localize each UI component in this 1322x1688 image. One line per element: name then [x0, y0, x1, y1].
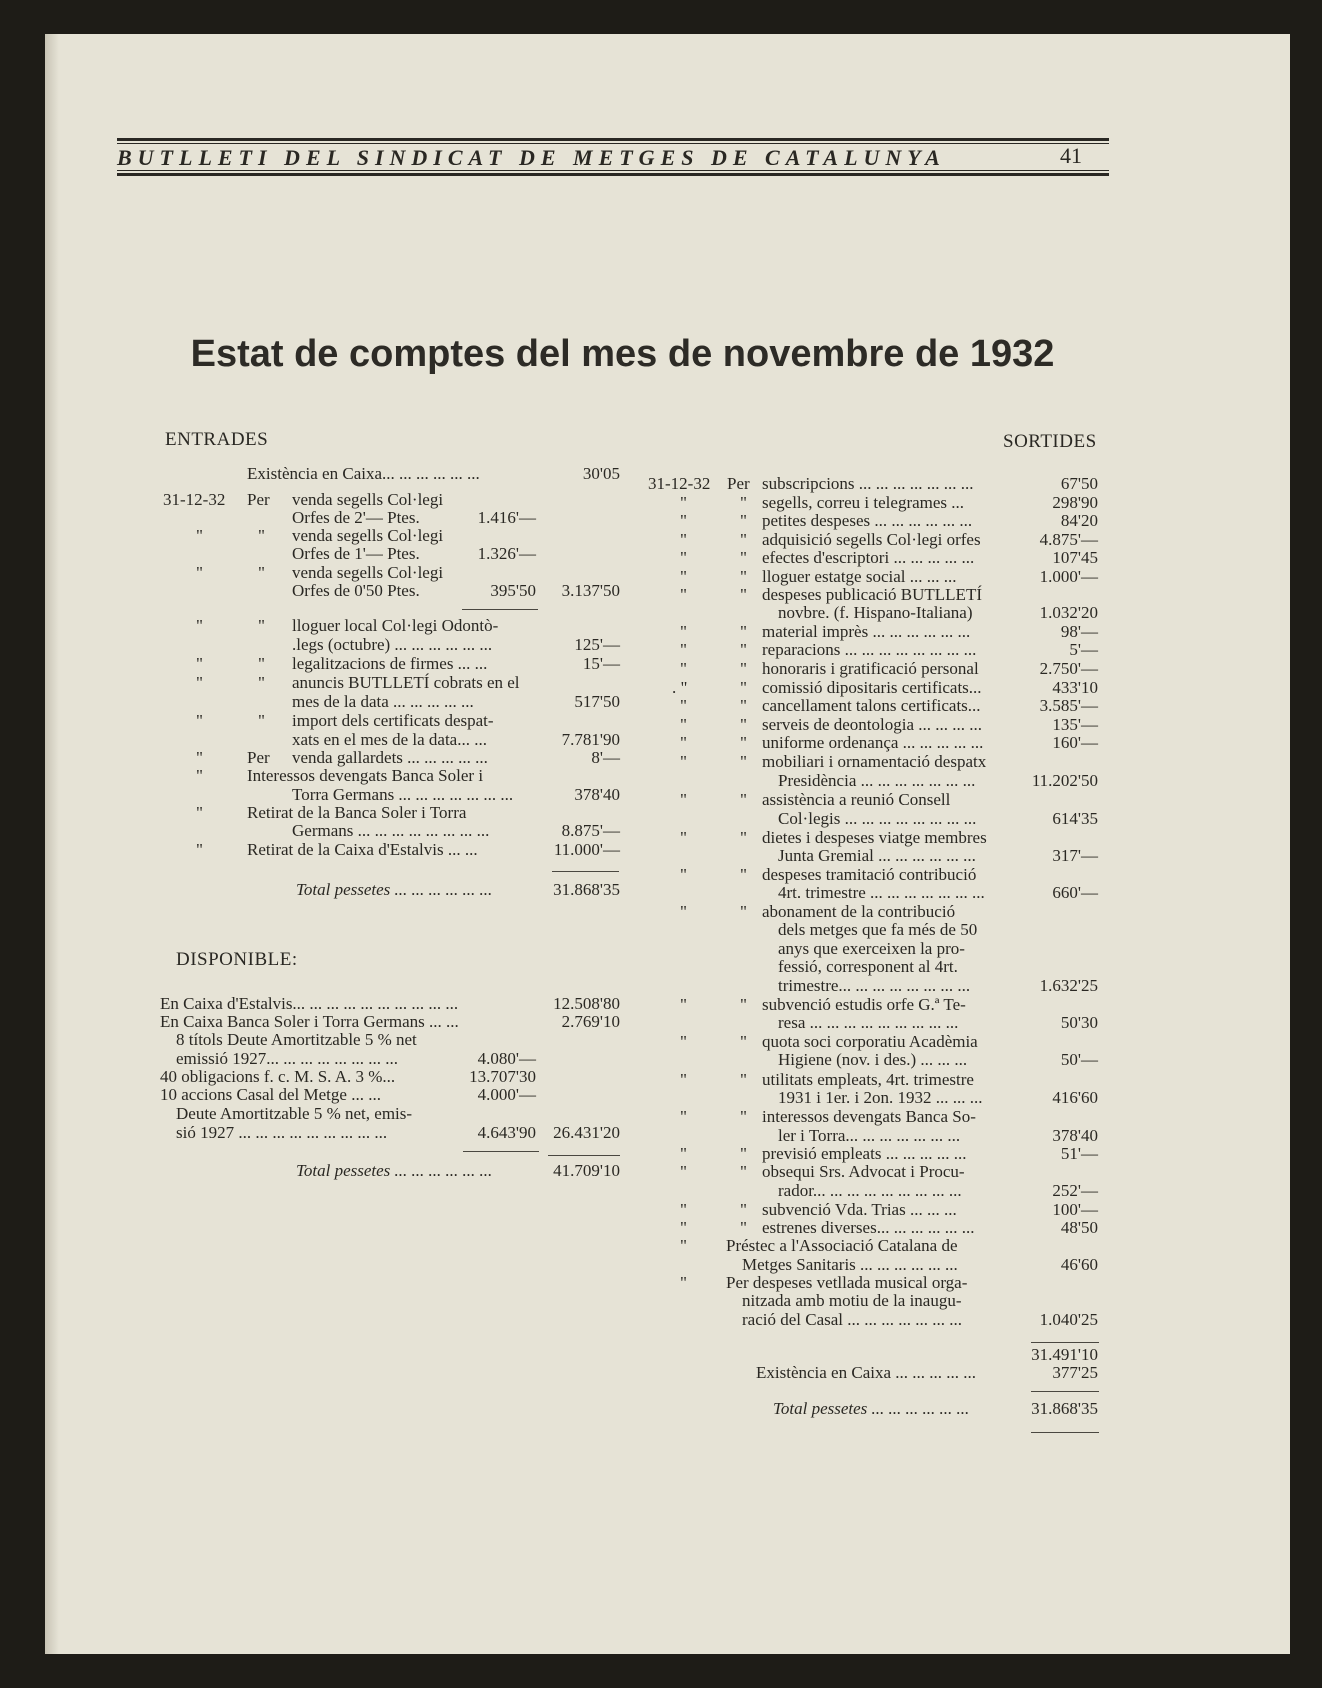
- sortides-concept: uniforme ordenança ... ... ... ... ...: [762, 733, 984, 752]
- disponible-concept: 40 obligacions f. c. M. S. A. 3 %...: [160, 1067, 396, 1086]
- sortides-concept: rador... ... ... ... ... ... ... ... ...: [778, 1181, 962, 1200]
- sortides-amount: 50'—: [1060, 1050, 1098, 1069]
- entrades-per: Per: [247, 490, 270, 509]
- entrades-date: ": [196, 563, 203, 582]
- disponible-concept: Deute Amortitzable 5 % net, emis-: [176, 1104, 413, 1123]
- sortides-date: . ": [672, 678, 688, 697]
- sortides-amount: 660'—: [1052, 883, 1098, 902]
- sortides-amount: 107'45: [1052, 548, 1098, 567]
- disponible-total-rule: [548, 1155, 620, 1156]
- sortides-per: Per: [727, 474, 750, 493]
- sortides-concept: Col·legis ... ... ... ... ... ... ... ...: [778, 809, 977, 828]
- sortides-amount: 2.750'—: [1039, 659, 1098, 678]
- sortides-concept: Junta Gremial ... ... ... ... ... ...: [778, 846, 976, 865]
- sortides-concept: reparacions ... ... ... ... ... ... ... ...: [762, 640, 977, 659]
- entrades-amount: 8'—: [591, 748, 620, 767]
- sortides-concept: 4rt. trimestre ... ... ... ... ... ... ...: [778, 883, 985, 902]
- sortides-amount: 50'30: [1060, 1013, 1098, 1032]
- disponible-concept: sió 1927 ... ... ... ... ... ... ... ... ...: [176, 1123, 388, 1142]
- sortides-per: ": [740, 902, 747, 921]
- entrades-concept: Interessos devengats Banca Soler i: [247, 766, 484, 785]
- sortides-per: ": [740, 752, 747, 771]
- sortides-amount: 1.040'25: [1039, 1310, 1098, 1329]
- sortides-per: ": [740, 828, 747, 847]
- sortides-per: ": [740, 511, 747, 530]
- sortides-per: ": [740, 865, 747, 884]
- entrades-concept: xats en el mes de la data... ...: [292, 730, 487, 749]
- entrades-amount: 517'50: [574, 692, 620, 711]
- sortides-concept: assistència a reunió Consell: [762, 790, 951, 809]
- disponible-heading: DISPONIBLE:: [176, 949, 298, 970]
- sortides-date: ": [680, 530, 687, 549]
- sortides-date: ": [680, 790, 687, 809]
- sortides-total-value: 31.868'35: [1031, 1399, 1098, 1418]
- entrades-per: ": [258, 616, 265, 635]
- entrades-total-rule: [552, 871, 619, 872]
- sortides-concept: fessió, corresponent al 4rt.: [778, 957, 958, 976]
- entrades-concept: Orfes de 1'— Ptes.: [292, 544, 420, 563]
- disponible-amount: 26.431'20: [553, 1123, 620, 1142]
- sortides-amount: 135'—: [1052, 715, 1098, 734]
- sortides-date: ": [680, 585, 687, 604]
- sortides-concept: Per despeses vetllada musical orga-: [726, 1273, 968, 1292]
- sortides-amount: 5'—: [1069, 640, 1098, 659]
- disponible-total-value: 41.709'10: [553, 1161, 620, 1180]
- entrades-concept: venda segells Col·legi: [292, 490, 444, 509]
- sortides-concept: quota soci corporatiu Acadèmia: [762, 1032, 978, 1051]
- sortides-concept: serveis de deontologia ... ... ... ...: [762, 715, 983, 734]
- existencia-label: Existència en Caixa ... ... ... ... ...: [756, 1363, 977, 1382]
- sortides-concept: petites despeses ... ... ... ... ... ...: [762, 511, 973, 530]
- sortides-concept: subscripcions ... ... ... ... ... ... ...: [762, 474, 974, 493]
- disponible-partial: 4.000'—: [477, 1085, 536, 1104]
- sortides-amount: 1.032'20: [1039, 603, 1098, 622]
- sortides-amount: 1.632'25: [1039, 976, 1098, 995]
- sortides-amount: 67'50: [1060, 474, 1098, 493]
- entrades-total-value: 31.868'35: [553, 880, 620, 899]
- sortides-heading: SORTIDES: [1003, 431, 1097, 452]
- sortides-date: ": [680, 1273, 687, 1292]
- sortides-subtotal-value: 31.491'10: [1031, 1345, 1098, 1364]
- sortides-concept: resa ... ... ... ... ... ... ... ... ...: [778, 1013, 959, 1032]
- entrades-date: ": [196, 766, 203, 785]
- sortides-per: ": [740, 1070, 747, 1089]
- entrades-concept: Retirat de la Caixa d'Estalvis ... ...: [247, 840, 478, 859]
- disponible-amount: 2.769'10: [561, 1012, 620, 1031]
- sortides-concept: nitzada amb motiu de la inaugu-: [742, 1291, 962, 1310]
- sortides-per: ": [740, 493, 747, 512]
- sortides-concept: dietes i despeses viatge membres: [762, 828, 987, 847]
- sortides-date: ": [680, 511, 687, 530]
- sortides-date: ": [680, 659, 687, 678]
- sortides-date: ": [680, 696, 687, 715]
- sortides-date: ": [680, 733, 687, 752]
- sortides-date: ": [680, 622, 687, 641]
- entrades-amount: 8.875'—: [561, 821, 620, 840]
- sortides-date: ": [680, 715, 687, 734]
- sortides-date: ": [680, 828, 687, 847]
- sortides-per: ": [740, 995, 747, 1014]
- entrades-concept: venda segells Col·legi: [292, 526, 444, 545]
- entrades-concept: Retirat de la Banca Soler i Torra: [247, 803, 467, 822]
- entrades-amount: 30'05: [582, 464, 620, 483]
- header-rule-bottom-thin: [117, 170, 1109, 171]
- sortides-concept: obsequi Srs. Advocat i Procu-: [762, 1162, 965, 1181]
- sortides-concept: despeses tramitació contribució: [762, 865, 977, 884]
- sortides-concept: interessos devengats Banca So-: [762, 1107, 976, 1126]
- page-title: Estat de comptes del mes de novembre de 1932: [190, 333, 1055, 375]
- sortides-concept: Préstec a l'Associació Catalana de: [726, 1236, 958, 1255]
- entrades-amount: 3.137'50: [561, 581, 620, 600]
- entrades-date: ": [196, 526, 203, 545]
- sortides-concept: ler i Torra... ... ... ... ... ... ...: [778, 1126, 961, 1145]
- sortides-concept: trimestre... ... ... ... ... ... ... ...: [778, 976, 971, 995]
- sortides-per: ": [740, 1144, 747, 1163]
- entrades-total-label: Total pessetes ... ... ... ... ... ...: [296, 880, 493, 899]
- disponible-total-label: Total pessetes ... ... ... ... ... ...: [296, 1161, 493, 1180]
- sortides-per: ": [740, 1032, 747, 1051]
- disponible-concept: 8 títols Deute Amortitzable 5 % net: [176, 1030, 417, 1049]
- sortides-per: ": [740, 1162, 747, 1181]
- sortides-concept: Metges Sanitaris ... ... ... ... ... ...: [742, 1255, 958, 1274]
- sortides-per: ": [740, 1107, 747, 1126]
- entrades-concept: Existència en Caixa... ... ... ... ... ...: [247, 464, 480, 483]
- sortides-concept: 1931 i 1er. i 2on. 1932 ... ... ...: [778, 1088, 983, 1107]
- sortides-amount: 614'35: [1052, 809, 1098, 828]
- page-spine: [45, 34, 59, 1654]
- sortides-per: ": [740, 733, 747, 752]
- sortides-concept: dels metges que fa més de 50: [778, 920, 978, 939]
- sortides-concept: mobiliari i ornamentació despatx: [762, 752, 987, 771]
- sortides-date: ": [680, 640, 687, 659]
- sortides-per: ": [740, 622, 747, 641]
- entrades-concept: lloguer local Col·legi Odontò-: [292, 616, 499, 635]
- sortides-concept: utilitats empleats, 4rt. trimestre: [762, 1070, 974, 1089]
- page-number: 41: [1060, 143, 1082, 168]
- sortides-amount: 51'—: [1060, 1144, 1098, 1163]
- sortides-per: ": [740, 1200, 747, 1219]
- sortides-concept: despeses publicació BUTLLETÍ: [762, 585, 982, 604]
- entrades-date: ": [196, 840, 203, 859]
- entrades-heading: ENTRADES: [165, 429, 269, 450]
- sortides-concept: comissió dipositaris certificats...: [762, 678, 982, 697]
- sortides-date: ": [680, 1162, 687, 1181]
- entrades-date: ": [196, 803, 203, 822]
- entrades-concept: Torra Germans ... ... ... ... ... ... ...: [292, 785, 514, 804]
- sortides-amount: 84'20: [1060, 511, 1098, 530]
- sortides-concept: honoraris i gratificació personal: [762, 659, 979, 678]
- entrades-per: ": [258, 563, 265, 582]
- sortides-amount: 98'—: [1060, 622, 1098, 641]
- entrades-partial: 395'50: [490, 581, 536, 600]
- entrades-concept: mes de la data ... ... ... ... ...: [292, 692, 474, 711]
- disponible-partial: 4.080'—: [477, 1049, 536, 1068]
- sortides-concept: subvenció estudis orfe G.ª Te-: [762, 995, 966, 1014]
- entrades-concept: venda segells Col·legi: [292, 563, 444, 582]
- entrades-date: ": [196, 673, 203, 692]
- sortides-concept: material imprès ... ... ... ... ... ...: [762, 622, 971, 641]
- sortides-amount: 1.000'—: [1039, 567, 1098, 586]
- sortides-per: ": [740, 659, 747, 678]
- sortides-amount: 4.875'—: [1039, 530, 1098, 549]
- sortides-amount: 252'—: [1052, 1181, 1098, 1200]
- page: [45, 34, 1290, 1654]
- sortides-concept: novbre. (f. Hispano-Italiana): [778, 603, 973, 622]
- header-rule-top: [117, 138, 1109, 141]
- sortides-date: ": [680, 567, 687, 586]
- disponible-partial: 13.707'30: [469, 1067, 536, 1086]
- sortides-concept: previsió empleats ... ... ... ... ...: [762, 1144, 967, 1163]
- sortides-concept: lloguer estatge social ... ... ...: [762, 567, 957, 586]
- sortides-total-rule-top: [1031, 1391, 1099, 1392]
- sortides-concept: segells, correu i telegrames ...: [762, 493, 965, 512]
- sortides-date: ": [680, 1107, 687, 1126]
- disponible-concept: emissió 1927... ... ... ... ... ... ... ...: [176, 1049, 398, 1068]
- sortides-per: ": [740, 696, 747, 715]
- sortides-date: ": [680, 548, 687, 567]
- sortides-amount: 433'10: [1052, 678, 1098, 697]
- sortides-date: ": [680, 1200, 687, 1219]
- entrades-per: ": [258, 711, 265, 730]
- existencia-value: 377'25: [1052, 1363, 1098, 1382]
- sortides-concept: anys que exerceixen la pro-: [778, 939, 965, 958]
- disponible-concept: En Caixa Banca Soler i Torra Germans ... ...: [160, 1012, 459, 1031]
- sortides-concept: subvenció Vda. Trias ... ... ...: [762, 1200, 957, 1219]
- sortides-date: ": [680, 1144, 687, 1163]
- sortides-date: ": [680, 865, 687, 884]
- sortides-per: ": [740, 640, 747, 659]
- sortides-concept: estrenes diverses... ... ... ... ... ...: [762, 1218, 975, 1237]
- sortides-amount: 11.202'50: [1031, 771, 1098, 790]
- sortides-total-label: Total pessetes ... ... ... ... ... ...: [773, 1399, 970, 1418]
- sortides-concept: ració del Casal ... ... ... ... ... ... ...: [742, 1310, 963, 1329]
- entrades-per: Per: [247, 748, 270, 767]
- disponible-amount: 12.508'80: [553, 994, 620, 1013]
- entrades-partial: 1.326'—: [477, 544, 536, 563]
- sortides-per: ": [740, 715, 747, 734]
- entrades-date: ": [196, 711, 203, 730]
- entrades-concept: .legs (octubre) ... ... ... ... ... ...: [292, 635, 493, 654]
- entrades-date: ": [196, 748, 203, 767]
- sortides-concept: abonament de la contribució: [762, 902, 956, 921]
- sortides-date: ": [680, 493, 687, 512]
- sortides-amount: 46'60: [1060, 1255, 1098, 1274]
- sortides-per: ": [740, 678, 747, 697]
- entrades-per: ": [258, 654, 265, 673]
- sortides-concept: efectes d'escriptori ... ... ... ... ...: [762, 548, 975, 567]
- sortides-per: ": [740, 567, 747, 586]
- entrades-concept: Orfes de 0'50 Ptes.: [292, 581, 420, 600]
- entrades-concept: Germans ... ... ... ... ... ... ... ...: [292, 821, 490, 840]
- sortides-date: ": [680, 1236, 687, 1255]
- sortides-amount: 48'50: [1060, 1218, 1098, 1237]
- sortides-date: ": [680, 995, 687, 1014]
- entrades-per: ": [258, 673, 265, 692]
- header-rule-top-thin: [117, 143, 1109, 144]
- sortides-total-rule-bottom: [1031, 1432, 1099, 1433]
- sortides-amount: 3.585'—: [1039, 696, 1098, 715]
- sortides-date: ": [680, 1032, 687, 1051]
- sortides-per: ": [740, 790, 747, 809]
- sortides-date: ": [680, 902, 687, 921]
- sortides-amount: 317'—: [1052, 846, 1098, 865]
- entrades-date: 31-12-32: [163, 490, 226, 509]
- sortides-date: ": [680, 752, 687, 771]
- entrades-amount: 125'—: [574, 635, 620, 654]
- disponible-concept: En Caixa d'Estalvis... ... ... ... ... ... ... ... ... ...: [160, 994, 459, 1013]
- running-title: BUTLLETI DEL SINDICAT DE METGES DE CATALUNYA: [117, 145, 946, 170]
- sortides-per: ": [740, 1218, 747, 1237]
- entrades-date: ": [196, 616, 203, 635]
- sortides-per: ": [740, 585, 747, 604]
- sortides-amount: 416'60: [1052, 1088, 1098, 1107]
- disponible-partial: 4.643'90: [477, 1123, 536, 1142]
- sortides-concept: adquisició segells Col·legi orfes: [762, 530, 981, 549]
- entrades-amount: 7.781'90: [561, 730, 620, 749]
- sortides-amount: 298'90: [1052, 493, 1098, 512]
- entrades-concept: import dels certificats despat-: [292, 711, 494, 730]
- entrades-concept: anuncis BUTLLETÍ cobrats en el: [292, 673, 520, 692]
- entrades-date: ": [196, 654, 203, 673]
- sortides-date: 31-12-32: [648, 474, 711, 493]
- disponible-subtotal-rule: [463, 1151, 539, 1152]
- running-header: [117, 138, 1109, 176]
- sortides-amount: 378'40: [1052, 1126, 1098, 1145]
- disponible-concept: 10 accions Casal del Metge ... ...: [160, 1085, 381, 1104]
- entrades-partial: 1.416'—: [477, 508, 536, 527]
- sortides-per: ": [740, 548, 747, 567]
- entrades-per: ": [258, 526, 265, 545]
- sortides-date: ": [680, 1218, 687, 1237]
- sortides-concept: Presidència ... ... ... ... ... ... ...: [778, 771, 976, 790]
- header-rule-bottom: [117, 173, 1109, 176]
- entrades-amount: 15'—: [582, 654, 620, 673]
- entrades-subtotal-rule: [462, 609, 538, 610]
- sortides-subtotal-rule: [1031, 1342, 1099, 1343]
- entrades-amount: 11.000'—: [553, 840, 620, 859]
- sortides-concept: Higiene (nov. i des.) ... ... ...: [778, 1050, 968, 1069]
- entrades-amount: 378'40: [574, 785, 620, 804]
- sortides-concept: cancellament talons certificats...: [762, 696, 981, 715]
- sortides-per: ": [740, 530, 747, 549]
- entrades-concept: Orfes de 2'— Ptes.: [292, 508, 420, 527]
- sortides-date: ": [680, 1070, 687, 1089]
- entrades-concept: legalitzacions de firmes ... ...: [292, 654, 488, 673]
- entrades-concept: venda gallardets ... ... ... ... ...: [292, 748, 488, 767]
- sortides-amount: 100'—: [1052, 1200, 1098, 1219]
- sortides-amount: 160'—: [1052, 733, 1098, 752]
